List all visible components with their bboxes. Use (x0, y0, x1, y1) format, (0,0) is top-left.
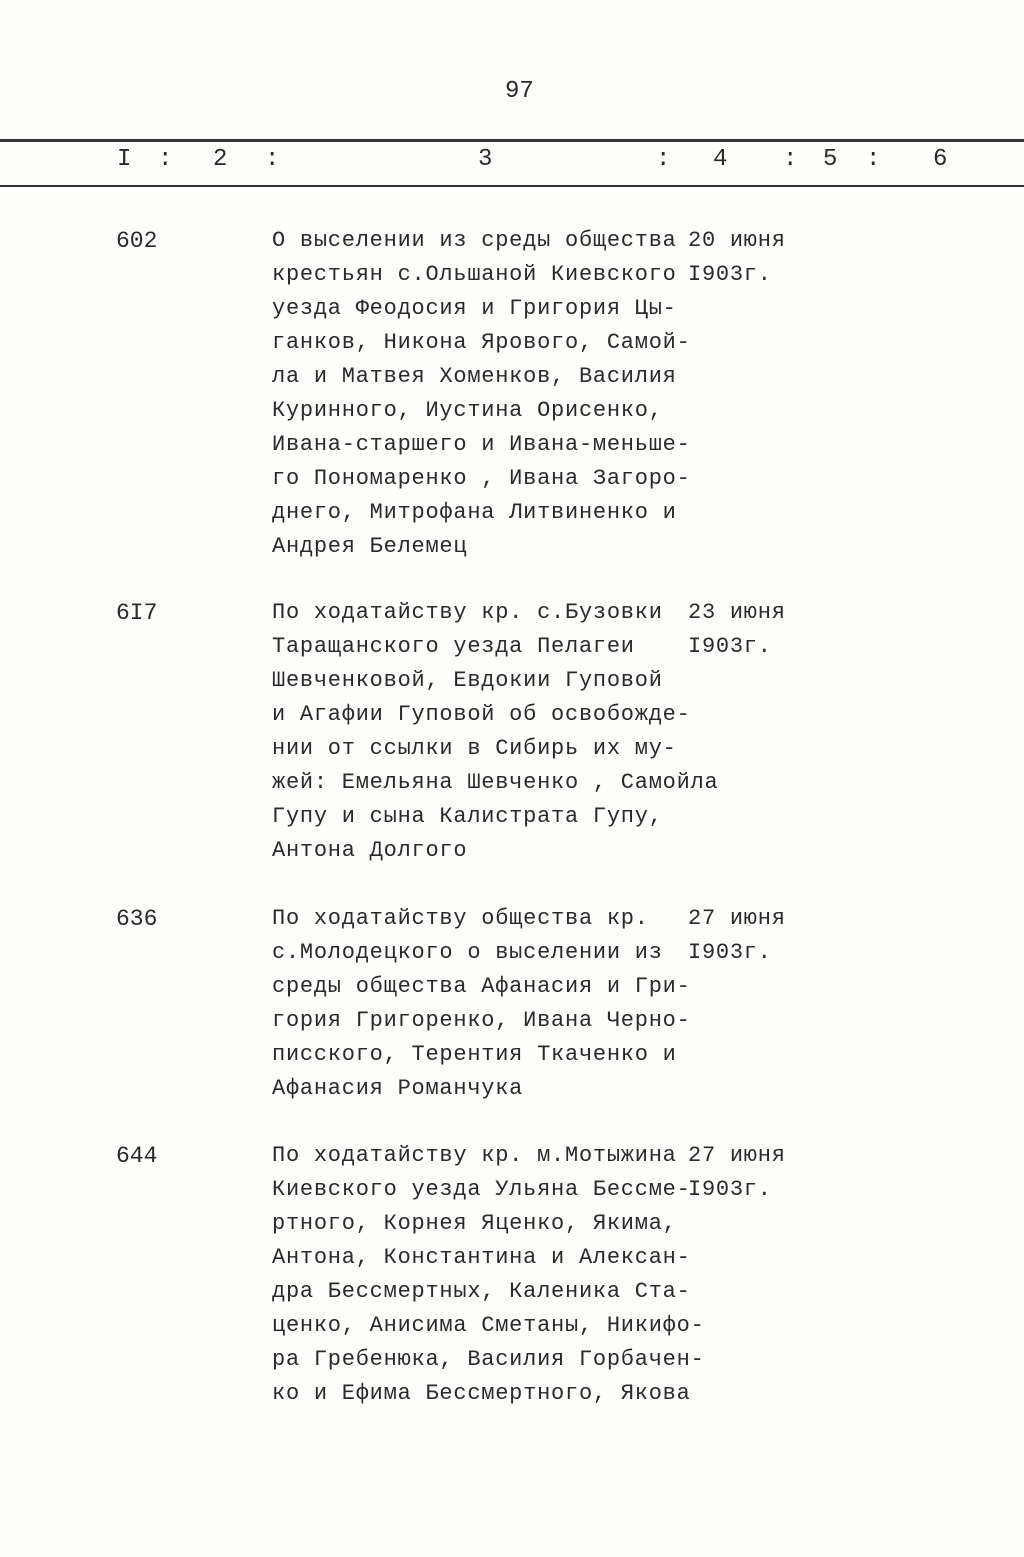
description-line: жей: Емельяна Шевченко , Самойла (272, 770, 719, 795)
description-line: Андрея Белемец (272, 534, 468, 559)
entry-date (688, 596, 786, 664)
description-line: гория Григоренко, Ивана Черно- (272, 1008, 691, 1033)
header-bottom-rule (0, 185, 1024, 187)
description-line: О выселении из среды общества (272, 228, 677, 253)
column-header-5: 5 (823, 146, 838, 173)
column-separator: : (866, 146, 881, 173)
description-line: Афанасия Романчука (272, 1076, 524, 1101)
description-line: среды общества Афанасия и Гри- (272, 974, 691, 999)
description-line: Антона, Константина и Алексан- (272, 1245, 691, 1270)
column-separator: : (783, 146, 798, 173)
entry-date (688, 902, 786, 970)
description-line: Ивана-старшего и Ивана-меньше- (272, 432, 691, 457)
entry-description (272, 596, 718, 868)
description-line: писского, Терентия Ткаченко и (272, 1042, 677, 1067)
entry-date (688, 1139, 786, 1207)
description-line: ганков, Никона Ярового, Самой- (272, 330, 691, 355)
column-header-3: 3 (478, 146, 493, 173)
description-line: Антона Долгого (272, 838, 468, 863)
description-line: Гупу и сына Калистрата Гупу, (272, 804, 663, 829)
date-line: I903г. (688, 940, 772, 965)
entry-number: 636 (116, 906, 158, 932)
date-line: I903г. (688, 1177, 772, 1202)
column-separator: : (158, 146, 173, 173)
date-line: 23 июня (688, 600, 786, 625)
description-line: дра Бессмертных, Каленика Ста- (272, 1279, 691, 1304)
entry-description (272, 224, 691, 564)
entry-description (272, 902, 691, 1106)
date-line: I903г. (688, 262, 772, 287)
entry-date (688, 224, 786, 292)
date-line: 27 июня (688, 906, 786, 931)
description-line: уезда Феодосия и Григория Цы- (272, 296, 677, 321)
description-line: По ходатайству общества кр. (272, 906, 649, 931)
description-line: Куринного, Иустина Орисенко, (272, 398, 663, 423)
description-line: крестьян с.Ольшаной Киевского (272, 262, 677, 287)
description-line: По ходатайству кр. м.Мотыжина (272, 1143, 677, 1168)
column-header-6: 6 (933, 146, 948, 173)
description-line: Таращанского уезда Пелагеи (272, 634, 635, 659)
column-separator: : (265, 146, 280, 173)
column-header-1: I (117, 146, 132, 173)
header-top-rule (0, 139, 1024, 142)
description-line: ла и Матвея Хоменков, Василия (272, 364, 677, 389)
column-header-4: 4 (713, 146, 728, 173)
page-number: 97 (505, 78, 534, 105)
description-line: ртного, Корнея Яценко, Якима, (272, 1211, 677, 1236)
description-line: днего, Митрофана Литвиненко и (272, 500, 677, 525)
entry-number: 6I7 (116, 600, 158, 626)
description-line: го Пономаренко , Ивана Загоро- (272, 466, 691, 491)
date-line: 27 июня (688, 1143, 786, 1168)
entry-number: 644 (116, 1143, 158, 1169)
date-line: 20 июня (688, 228, 786, 253)
entry-number: 602 (116, 228, 158, 254)
description-line: Киевского уезда Ульяна Бессме- (272, 1177, 691, 1202)
entry-description (272, 1139, 705, 1411)
description-line: ко и Ефима Бессмертного, Якова (272, 1381, 691, 1406)
description-line: ра Гребенюка, Василия Горбачен- (272, 1347, 705, 1372)
column-separator: : (656, 146, 671, 173)
description-line: По ходатайству кр. с.Бузовки (272, 600, 663, 625)
description-line: с.Молодецкого о выселении из (272, 940, 663, 965)
date-line: I903г. (688, 634, 772, 659)
column-header-2: 2 (213, 146, 228, 173)
description-line: и Агафии Гуповой об освобожде- (272, 702, 691, 727)
description-line: нии от ссылки в Сибирь их му- (272, 736, 677, 761)
description-line: Шевченковой, Евдокии Гуповой (272, 668, 663, 693)
description-line: ценко, Анисима Сметаны, Никифо- (272, 1313, 705, 1338)
